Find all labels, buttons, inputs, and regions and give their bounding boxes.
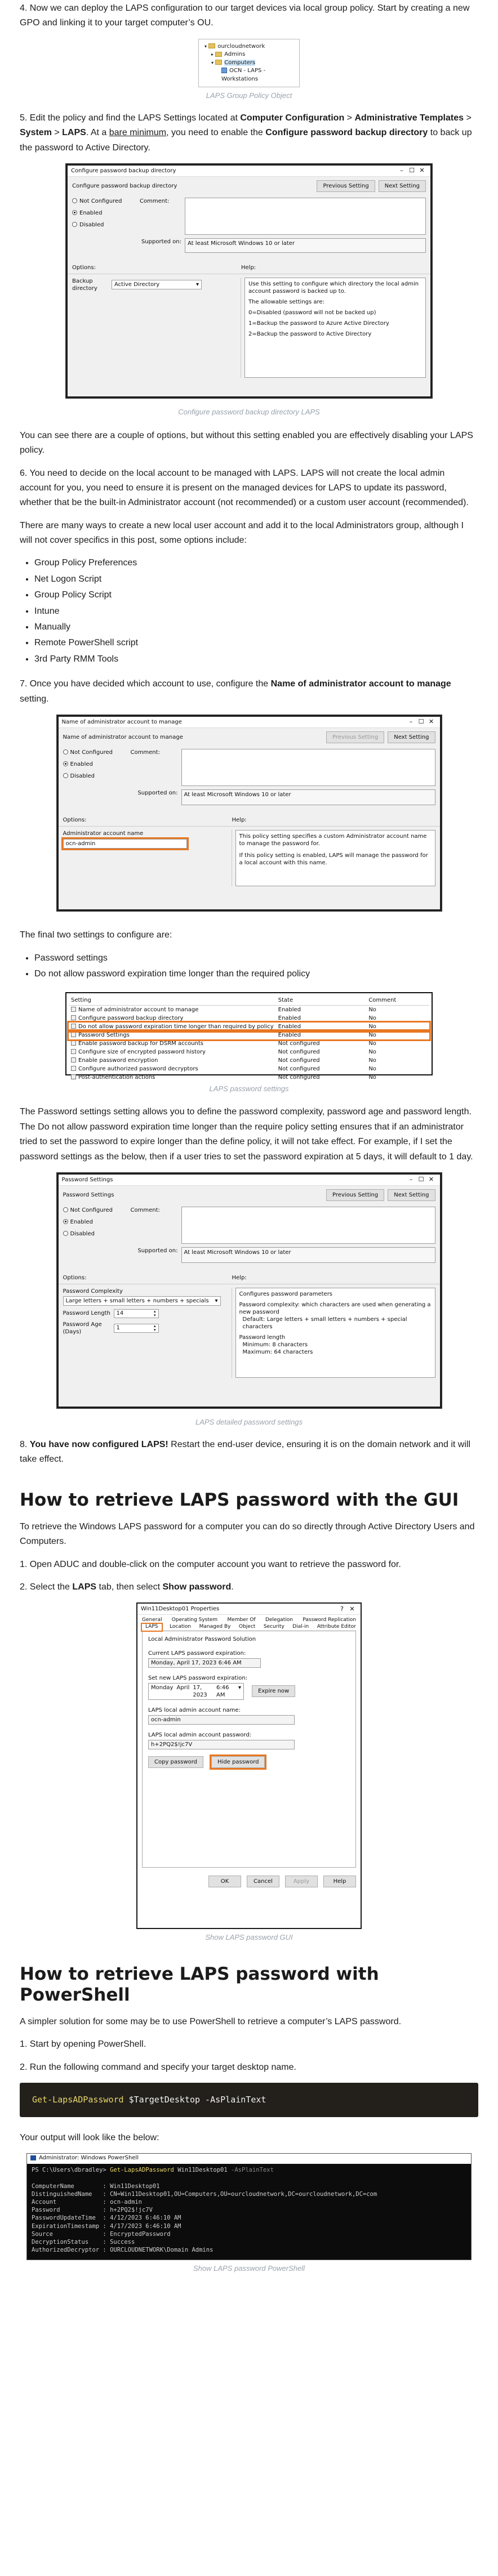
help-text-panel: Use this setting to configure which directory the local admin account password is backed up to. The allowable settings are: 0=Disabled (password will not be backed up) 1=Backup the password to Azure Active Directory 2=Backup the password to Active Directory bbox=[244, 278, 426, 378]
folder-icon bbox=[215, 52, 222, 57]
backup-directory-select[interactable]: Active Directory ▾ bbox=[112, 280, 202, 289]
window-titlebar: Password Settings – ☐ ✕ bbox=[59, 1175, 440, 1186]
table-row[interactable]: Configure size of encrypted password history Not configured No bbox=[69, 1048, 429, 1056]
window-titlebar: Configure password backup directory – ☐ ✕ bbox=[68, 166, 430, 177]
help-button[interactable]: Help bbox=[323, 1876, 356, 1887]
radio-disabled[interactable]: Disabled bbox=[63, 773, 131, 780]
console-output: PS C:\Users\dbradley> Get-LapsADPassword Win11Desktop01 -AsPlainText ComputerName : Win11Desktop01 DistinguishedName : CN=Win11Desktop01,OU=Computers,OU=ourcloudnetwork,DC=ourcloudnetwork,DC=com Account : ocn-admin Password : h+2PQ2$!jc7V PasswordUpdateTime : 4/12/2023 6:46:10 AM ExpirationTimestamp : 4/17/2023 6:46:10 AM Source : EncryptedPassword DecryptionStatus : Success AuthorizedDecryptor : OURCLOUDNETWORK\Domain Admins bbox=[32, 2167, 377, 2254]
laps-tab-panel bbox=[142, 1631, 356, 1868]
gpo-setting-window bbox=[56, 715, 442, 912]
figure-caption: Show LAPS password GUI bbox=[205, 1933, 293, 1942]
maximize-icon[interactable]: ☐ bbox=[418, 718, 424, 726]
radio-enabled[interactable]: Enabled bbox=[63, 761, 131, 768]
tab-row-1 bbox=[142, 1617, 356, 1624]
gpo-setting-window bbox=[56, 1172, 442, 1409]
tree-node-gpo[interactable]: OCN - LAPS - Workstations bbox=[221, 68, 266, 82]
gpo-tree bbox=[198, 39, 300, 88]
step7-paragraph: 7. Once you have decided which account to use, configure the Name of administrator account to manage setting. bbox=[20, 679, 451, 704]
complexity-select[interactable]: Large letters + small letters + numbers + specials ▾ bbox=[63, 1296, 221, 1306]
policy-icon bbox=[71, 1015, 76, 1020]
heading-gui: How to retrieve LAPS password with the GUI bbox=[20, 1489, 459, 1510]
powershell-icon bbox=[30, 2155, 36, 2160]
minimize-icon[interactable]: – bbox=[409, 718, 413, 726]
column-header[interactable]: Comment bbox=[366, 995, 429, 1006]
tab-password-replication[interactable]: Password Replication bbox=[303, 1617, 356, 1623]
figure-caption: LAPS password settings bbox=[209, 1084, 289, 1093]
close-icon[interactable]: ✕ bbox=[428, 1176, 434, 1184]
gui-step1-paragraph: 1. Open ADUC and double-click on the computer account you want to retrieve the password for. bbox=[20, 1559, 401, 1569]
gpo-link-icon bbox=[221, 68, 227, 73]
options-label: Options: bbox=[63, 1274, 87, 1281]
folder-icon bbox=[208, 43, 215, 48]
settings-list-window bbox=[65, 992, 433, 1081]
tab-security[interactable]: Security bbox=[263, 1623, 284, 1629]
complexity-label: Password Complexity bbox=[63, 1288, 123, 1294]
help-label: Help: bbox=[241, 264, 256, 271]
account-password-value: h+2PQ2$!jc7V bbox=[148, 1740, 295, 1749]
article bbox=[0, 1, 498, 2275]
help-label: Help: bbox=[232, 816, 247, 823]
window-titlebar: Win11Desktop01 Properties ? ✕ bbox=[137, 1604, 361, 1615]
minimize-icon[interactable]: – bbox=[409, 1176, 413, 1184]
policy-icon bbox=[71, 1049, 76, 1054]
figure-powershell-output bbox=[20, 2153, 478, 2274]
table-row[interactable]: Enable password encryption Not configured No bbox=[69, 1056, 429, 1065]
help-label: Help: bbox=[232, 1274, 247, 1281]
tab-attribute-editor[interactable]: Attribute Editor bbox=[317, 1623, 356, 1629]
comment-label: Comment: bbox=[140, 198, 170, 204]
comment-label: Comment: bbox=[130, 1207, 160, 1213]
radio-enabled[interactable]: Enabled bbox=[63, 1218, 131, 1226]
final-settings-paragraph: The final two settings to configure are: bbox=[20, 930, 172, 940]
figure-settings-table bbox=[20, 992, 478, 1095]
next-setting-button[interactable]: Next Setting bbox=[379, 180, 426, 192]
supported-value: At least Microsoft Windows 10 or later bbox=[185, 238, 426, 253]
figure-aduc-properties bbox=[20, 1602, 478, 1943]
list-item: • Password settings bbox=[34, 951, 478, 966]
comment-field[interactable] bbox=[181, 749, 435, 786]
account-name-value: ocn-admin bbox=[148, 1715, 295, 1725]
column-header[interactable]: State bbox=[276, 995, 367, 1006]
supported-label: Supported on: bbox=[137, 789, 178, 796]
list-item: • Net Logon Script bbox=[34, 572, 478, 587]
supported-value: At least Microsoft Windows 10 or later bbox=[181, 789, 435, 805]
list-item: • Do not allow password expiration time longer than the required policy bbox=[34, 967, 478, 981]
current-expiration-label: Current LAPS password expiration: bbox=[148, 1650, 246, 1657]
close-icon[interactable]: ✕ bbox=[428, 718, 434, 726]
options-label: Options: bbox=[72, 264, 96, 271]
laps-section-title: Local Administrator Password Solution bbox=[148, 1636, 256, 1642]
table-row[interactable]: Enable password backup for DSRM accounts Not configured No bbox=[69, 1039, 429, 1048]
radio-not-configured[interactable]: Not Configured bbox=[63, 749, 131, 756]
radio-disabled[interactable]: Disabled bbox=[63, 1230, 131, 1238]
copy-password-button[interactable]: Copy password bbox=[148, 1756, 203, 1768]
list-item: • 3rd Party RMM Tools bbox=[34, 652, 478, 667]
step6-paragraph: 6. You need to decide on the local account to be managed with LAPS. LAPS will not create the local admin account for you, you need to ensure it is present on the managed devices for LAPS to update its password, whether that be the built-in Administrator account (not recommended) or a custom user account (recommended). bbox=[20, 468, 469, 508]
account-name-input[interactable]: ocn-admin bbox=[63, 839, 187, 849]
ps-step1-paragraph: 1. Start by opening PowerShell. bbox=[20, 2039, 146, 2050]
tab-member-of[interactable]: Member Of bbox=[227, 1617, 256, 1623]
setting-header: Configure password backup directory bbox=[72, 182, 177, 189]
figure-admin-account bbox=[20, 715, 478, 917]
policy-icon bbox=[71, 1041, 76, 1046]
figure-caption: Show LAPS password PowerShell bbox=[193, 2264, 305, 2273]
supported-label: Supported on: bbox=[141, 238, 181, 245]
couple-options-paragraph: You can see there are a couple of options, but without this setting enabled you are effectively disabling your LAPS policy. bbox=[20, 430, 473, 456]
table-row[interactable]: Configure authorized password decryptors Not configured No bbox=[69, 1065, 429, 1073]
gui-intro-paragraph: To retrieve the Windows LAPS password for a computer you can do so directly through Active Directory Users and Computers. bbox=[20, 1521, 475, 1547]
account-name-label: Administrator account name bbox=[63, 830, 144, 837]
close-icon[interactable]: ✕ bbox=[349, 1605, 355, 1613]
comment-field[interactable] bbox=[181, 1207, 435, 1244]
table-row[interactable]: Post-authentication actions Not configured No bbox=[69, 1073, 429, 1082]
list-item: • Remote PowerShell script bbox=[34, 636, 478, 650]
policy-icon bbox=[71, 1057, 76, 1062]
tab-dial-in[interactable]: Dial-in bbox=[292, 1623, 309, 1629]
chevron-down-icon: ▾ bbox=[195, 282, 199, 288]
list-item: • Group Policy Script bbox=[34, 588, 478, 602]
minimize-icon[interactable]: – bbox=[400, 167, 403, 175]
computer-properties-window bbox=[136, 1602, 362, 1929]
help-text-panel: This policy setting specifies a custom Administrator account name to manage the password for. If this policy setting is enabled, LAPS will manage the password for a local account with this name. bbox=[235, 830, 435, 886]
backup-directory-label: Backup directory bbox=[72, 278, 97, 292]
radio-disabled[interactable]: Disabled bbox=[72, 221, 140, 229]
figure-password-settings bbox=[20, 1172, 478, 1428]
table-row-highlighted[interactable]: Do not allow password expiration time longer than required by policy Enabled No bbox=[69, 1023, 429, 1031]
list-item: • Manually bbox=[34, 620, 478, 635]
list-item: • Group Policy Preferences bbox=[34, 556, 478, 570]
ps-intro-paragraph: A simpler solution for some may be to use PowerShell to retrieve a computer’s LAPS password. bbox=[20, 2017, 402, 2027]
next-setting-button[interactable]: Next Setting bbox=[388, 1189, 435, 1201]
setting-header: Name of administrator account to manage bbox=[63, 734, 183, 740]
tab-managed-by[interactable]: Managed By bbox=[199, 1623, 231, 1629]
stepper-arrows-icon: ▴ ▾ bbox=[153, 1309, 156, 1318]
policy-icon bbox=[71, 1066, 76, 1071]
stepper-arrows-icon: ▴ ▾ bbox=[153, 1323, 156, 1332]
settings-table bbox=[69, 995, 429, 1082]
previous-setting-button[interactable]: Previous Setting bbox=[326, 731, 384, 743]
tree-node-domain[interactable]: ▾ ourcloudnetwork bbox=[204, 43, 265, 50]
figure-gpo-tree bbox=[20, 39, 478, 102]
output-paragraph: Your output will look like the below: bbox=[20, 2133, 159, 2143]
column-header[interactable]: Setting bbox=[69, 995, 276, 1006]
help-text-panel: Configures password parameters Password complexity: which characters are used when generating a new password Default: Large letters + small letters + numbers + special characters Password length Minimum: 8 characters Maximum: 64 characters bbox=[235, 1288, 435, 1378]
figure-caption: LAPS Group Policy Object bbox=[206, 91, 292, 100]
options-label: Options: bbox=[63, 816, 87, 823]
tree-node-admins[interactable]: ▸ Admins bbox=[211, 51, 246, 58]
hide-password-button[interactable]: Hide password bbox=[211, 1756, 265, 1768]
tab-operating-system[interactable]: Operating System bbox=[171, 1617, 218, 1623]
step5-paragraph: 5. Edit the policy and find the LAPS Settings located at Computer Configuration > Administrative Templates > System > LAPS. At a bare minimum, you need to enable the Configure password backup directory to back up the password to Active Directory. bbox=[20, 113, 472, 153]
radio-not-configured[interactable]: Not Configured bbox=[63, 1207, 131, 1214]
table-row-highlighted[interactable]: Password Settings Enabled No bbox=[69, 1031, 429, 1039]
window-titlebar: Administrator: Windows PowerShell bbox=[27, 2154, 471, 2164]
chevron-down-icon: ▾ bbox=[215, 1297, 218, 1304]
account-password-label: LAPS local admin account password: bbox=[148, 1731, 252, 1738]
radio-not-configured[interactable]: Not Configured bbox=[72, 198, 140, 205]
policy-icon bbox=[71, 1074, 76, 1079]
close-icon[interactable]: ✕ bbox=[419, 167, 425, 175]
many-ways-paragraph: There are many ways to create a new local user account and add it to the local Administrators group, although I will not cover specifics in this post, some options include: bbox=[20, 520, 464, 546]
comment-field[interactable] bbox=[185, 198, 426, 235]
radio-enabled[interactable]: Enabled bbox=[72, 209, 140, 217]
length-stepper[interactable]: 14 ▴ ▾ bbox=[114, 1309, 159, 1318]
account-name-label: LAPS local admin account name: bbox=[148, 1707, 241, 1713]
gui-step2-paragraph: 2. Select the LAPS tab, then select Show password. bbox=[20, 1582, 234, 1592]
tree-node-computers[interactable]: ▾ Computers bbox=[211, 59, 256, 66]
tab-location[interactable]: Location bbox=[170, 1623, 192, 1629]
previous-setting-button[interactable]: Previous Setting bbox=[326, 1189, 384, 1201]
policy-icon bbox=[71, 1024, 76, 1029]
window-titlebar: Name of administrator account to manage – ☐ ✕ bbox=[59, 717, 440, 728]
heading-powershell: How to retrieve LAPS password with PowerShell bbox=[20, 1963, 379, 2005]
tab-delegation[interactable]: Delegation bbox=[265, 1617, 293, 1623]
figure-caption: Configure password backup directory LAPS bbox=[178, 408, 320, 417]
supported-label: Supported on: bbox=[137, 1247, 178, 1254]
expire-now-button[interactable]: Expire now bbox=[252, 1685, 295, 1697]
figure-caption: LAPS detailed password settings bbox=[195, 1418, 303, 1427]
age-label: Password Age (Days) bbox=[63, 1321, 102, 1335]
setting-header: Password Settings bbox=[63, 1191, 114, 1198]
account-options-list bbox=[20, 556, 478, 667]
calendar-icon: ▾ bbox=[238, 1684, 241, 1691]
folder-icon bbox=[215, 60, 222, 65]
policy-icon bbox=[71, 1007, 76, 1012]
powershell-window bbox=[26, 2153, 472, 2260]
supported-value: At least Microsoft Windows 10 or later bbox=[181, 1247, 435, 1263]
ok-button[interactable]: OK bbox=[208, 1876, 241, 1887]
tab-general[interactable]: General bbox=[142, 1617, 162, 1623]
figure-backup-directory bbox=[20, 163, 478, 418]
previous-setting-button[interactable]: Previous Setting bbox=[317, 180, 375, 192]
tab-object[interactable]: Object bbox=[238, 1623, 256, 1629]
comment-label: Comment: bbox=[130, 749, 160, 756]
password-settings-paragraph: The Password settings setting allows you to define the password complexity, password age and password length. The Do not allow password expiration time longer than the require policy setting ensures that if an administrator tried to set the password to expire longer than the define policy, it will not take effect. For example, if I set the password settings as the below, then if a user tries to set the password expiration at 5 days, it will default to 1 day. bbox=[20, 1107, 473, 1162]
expiration-date-picker[interactable]: Monday April 17, 2023 6:46 AM ▾ bbox=[148, 1683, 244, 1700]
length-label: Password Length bbox=[63, 1310, 110, 1317]
ps-step2-paragraph: 2. Run the following command and specify your target desktop name. bbox=[20, 2062, 296, 2072]
step8-paragraph: 8. You have now configured LAPS! Restart the end-user device, ensuring it is on the domain network and it will take effect. bbox=[20, 1439, 471, 1465]
table-row[interactable]: Name of administrator account to manage Enabled No bbox=[69, 1005, 429, 1014]
current-expiration-value: Monday, April 17, 2023 6:46 AM bbox=[148, 1658, 261, 1668]
maximize-icon[interactable]: ☐ bbox=[418, 1176, 424, 1184]
intro-paragraph: 4. Now we can deploy the LAPS configuration to our target devices via local group policy. Start by creating a new GPO and linking it to your target computer’s OU. bbox=[20, 3, 470, 28]
cancel-button[interactable]: Cancel bbox=[247, 1876, 279, 1887]
maximize-icon[interactable]: ☐ bbox=[409, 167, 415, 175]
next-setting-button[interactable]: Next Setting bbox=[388, 731, 435, 743]
help-icon[interactable]: ? bbox=[340, 1605, 344, 1613]
tab-row-2 bbox=[142, 1624, 356, 1631]
table-row[interactable]: Configure password backup directory Enabled No bbox=[69, 1014, 429, 1023]
gpo-setting-window bbox=[65, 163, 433, 399]
tab-laps[interactable]: LAPS bbox=[142, 1624, 162, 1631]
apply-button[interactable]: Apply bbox=[285, 1876, 318, 1887]
set-new-expiration-label: Set new LAPS password expiration: bbox=[148, 1675, 248, 1681]
final-settings-list bbox=[20, 951, 478, 982]
age-stepper[interactable]: 1 ▴ ▾ bbox=[114, 1324, 159, 1333]
list-item: • Intune bbox=[34, 604, 478, 619]
policy-icon bbox=[71, 1032, 76, 1037]
code-block[interactable]: Get-LapsADPassword $TargetDesktop -AsPlainText bbox=[20, 2083, 478, 2117]
